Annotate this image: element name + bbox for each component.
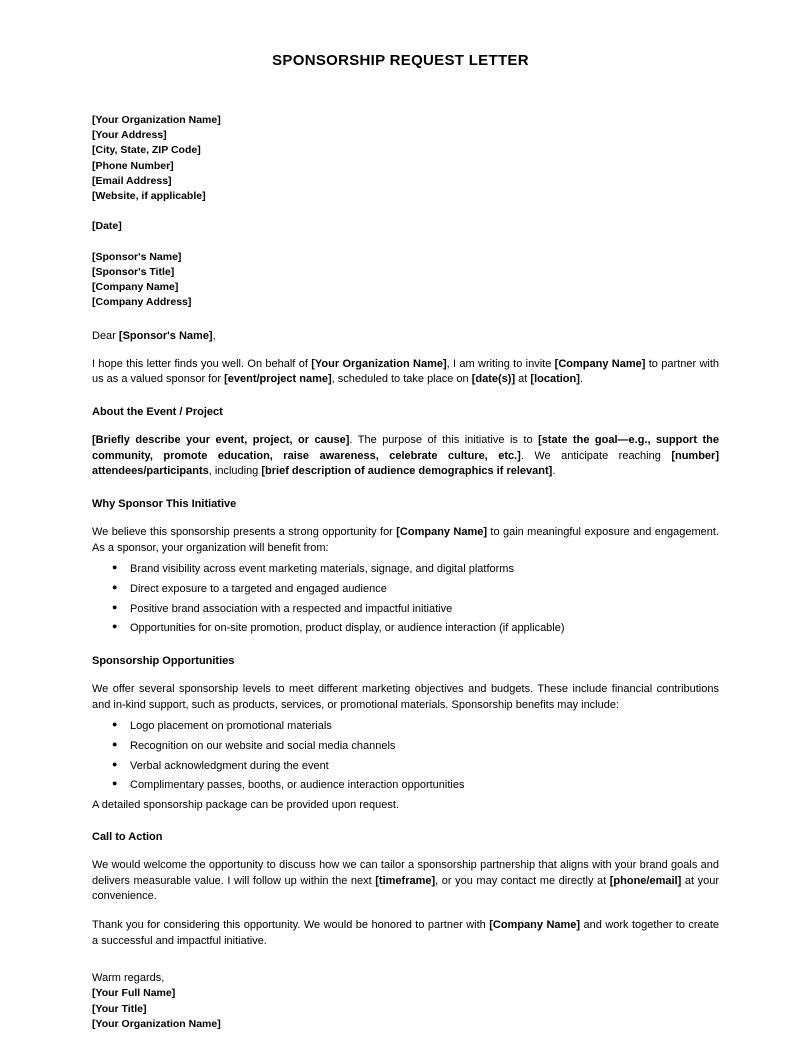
signoff-closing: Warm regards, [92,972,165,985]
intro-text-d: , scheduled to take place on [331,373,472,386]
recipient-line-4: [Company Address] [92,296,192,309]
salutation [92,329,719,344]
section-heading-call-to-action: Call to Action [92,830,163,843]
text-run-0: We offer several sponsorship levels to meet different marketing objectives and budgets. These include financial contributions and in-kind support, such as products, services, or promotional materials. Sponsorship benefits may include: [92,683,719,711]
section-heading-about: About the Event / Project [92,406,223,419]
text-run-5: , including [208,465,262,478]
recipient-line-1: [Sponsor's Name] [92,250,182,263]
text-run-4: [number] attendees/participants [92,449,719,478]
document-body [0,113,811,1032]
signoff-organization: [Your Organization Name] [92,1017,221,1030]
list-item: ● Positive brand association with a respected and impactful initiative [130,602,719,618]
section-paragraph-why-sponsor [92,525,719,556]
text-run-7: . [552,465,556,478]
intro-text-e: at [515,373,531,386]
salutation-greeting: Dear [92,329,119,342]
list-item: ● Opportunities for on-site promotion, product display, or audience interaction (if applicable) [130,621,719,637]
intro-event: [event/project name] [224,373,332,386]
text-run-0: Thank you for considering this opportunity. We would be honored to partner with [92,918,490,931]
intro-org: [Your Organization Name] [311,357,447,370]
text-run-1: [Company Name] [489,918,581,931]
recipient-line-2: [Sponsor's Title] [92,266,175,279]
intro-location: [location] [530,373,580,386]
date-line: [Date] [92,220,122,233]
sender-line-6: [Website, if applicable] [92,190,206,203]
intro-text-f: . [579,373,583,386]
text-run-2: and work together to create a successful and impactful initiative. [92,918,719,947]
section-paragraph-call-to-action [92,858,719,905]
sender-line-1: [Your Organization Name] [92,114,221,126]
section-paragraph-opportunities [92,682,719,713]
section-paragraph-thank-you [92,918,719,949]
intro-dates: [date(s)] [471,373,516,386]
list-item: ● Verbal acknowledgment during the event [130,759,719,775]
list-item: ● Direct exposure to a targeted and engaged audience [130,582,719,598]
text-run-0: We would welcome the opportunity to discuss how we can tailor a sponsorship partnership that aligns with your brand goals and delivers measurable value. I will follow up within the next [92,859,719,887]
sender-line-2: [Your Address] [92,129,167,142]
signoff-title: [Your Title] [92,1002,147,1015]
intro-text-c: to partner with us as a valued sponsor for [92,357,720,386]
text-run-0: We believe this sponsorship presents a strong opportunity for [92,526,397,539]
intro-company: [Company Name] [554,357,646,370]
recipient-address-block [92,250,719,311]
section-paragraph-about [92,433,719,480]
text-run-1: . The purpose of this initiative is to [349,434,539,447]
signoff-name: [Your Full Name] [92,987,176,1000]
section-heading-opportunities: Sponsorship Opportunities [92,654,235,667]
benefits-list [92,562,719,636]
list-item: ● Recognition on our website and social media channels [130,739,719,755]
sender-address-block [92,113,719,204]
text-run-3: . We anticipate reaching [520,449,672,462]
opportunities-list [92,719,719,793]
page-title: SPONSORSHIP REQUEST LETTER [272,52,529,69]
text-run-0: [Briefly describe your event, project, or cause] [92,434,350,447]
text-run-6: [brief description of audience demographics if relevant] [261,465,553,478]
list-item: ● Logo placement on promotional materials [130,719,719,735]
text-run-3: [phone/email] [609,874,682,887]
text-run-1: [timeframe] [375,874,436,887]
section-heading-why-sponsor: Why Sponsor This Initiative [92,498,237,511]
text-run-2: , or you may contact me directly at [435,874,610,887]
text-run-4: at your convenience. [92,874,719,903]
intro-text-b: , I am writing to invite [446,357,555,370]
salutation-comma: , [212,329,216,342]
list-item: ● Complimentary passes, booths, or audience interaction opportunities [130,778,719,794]
intro-text-a: I hope this letter finds you well. On behalf of [92,357,312,370]
text-run-1: [Company Name] [396,526,488,539]
text-run-2: [state the goal—e.g., support the community, promote education, raise awareness, celebrate culture, etc.] [92,434,719,462]
salutation-name: [Sponsor's Name] [118,329,213,342]
text-run-2: to gain meaningful exposure and engagement. As a sponsor, your organization will benefit from: [92,526,719,554]
opportunities-closing-note: A detailed sponsorship package can be provided upon request. [92,798,399,811]
list-item: ● Brand visibility across event marketing materials, signage, and digital platforms [130,562,719,578]
sender-line-3: [City, State, ZIP Code] [92,144,201,157]
signoff-block [92,971,719,1032]
sender-line-4: [Phone Number] [92,159,174,172]
sender-line-5: [Email Address] [92,174,172,187]
recipient-line-3: [Company Name] [92,281,179,294]
intro-paragraph [92,357,719,388]
